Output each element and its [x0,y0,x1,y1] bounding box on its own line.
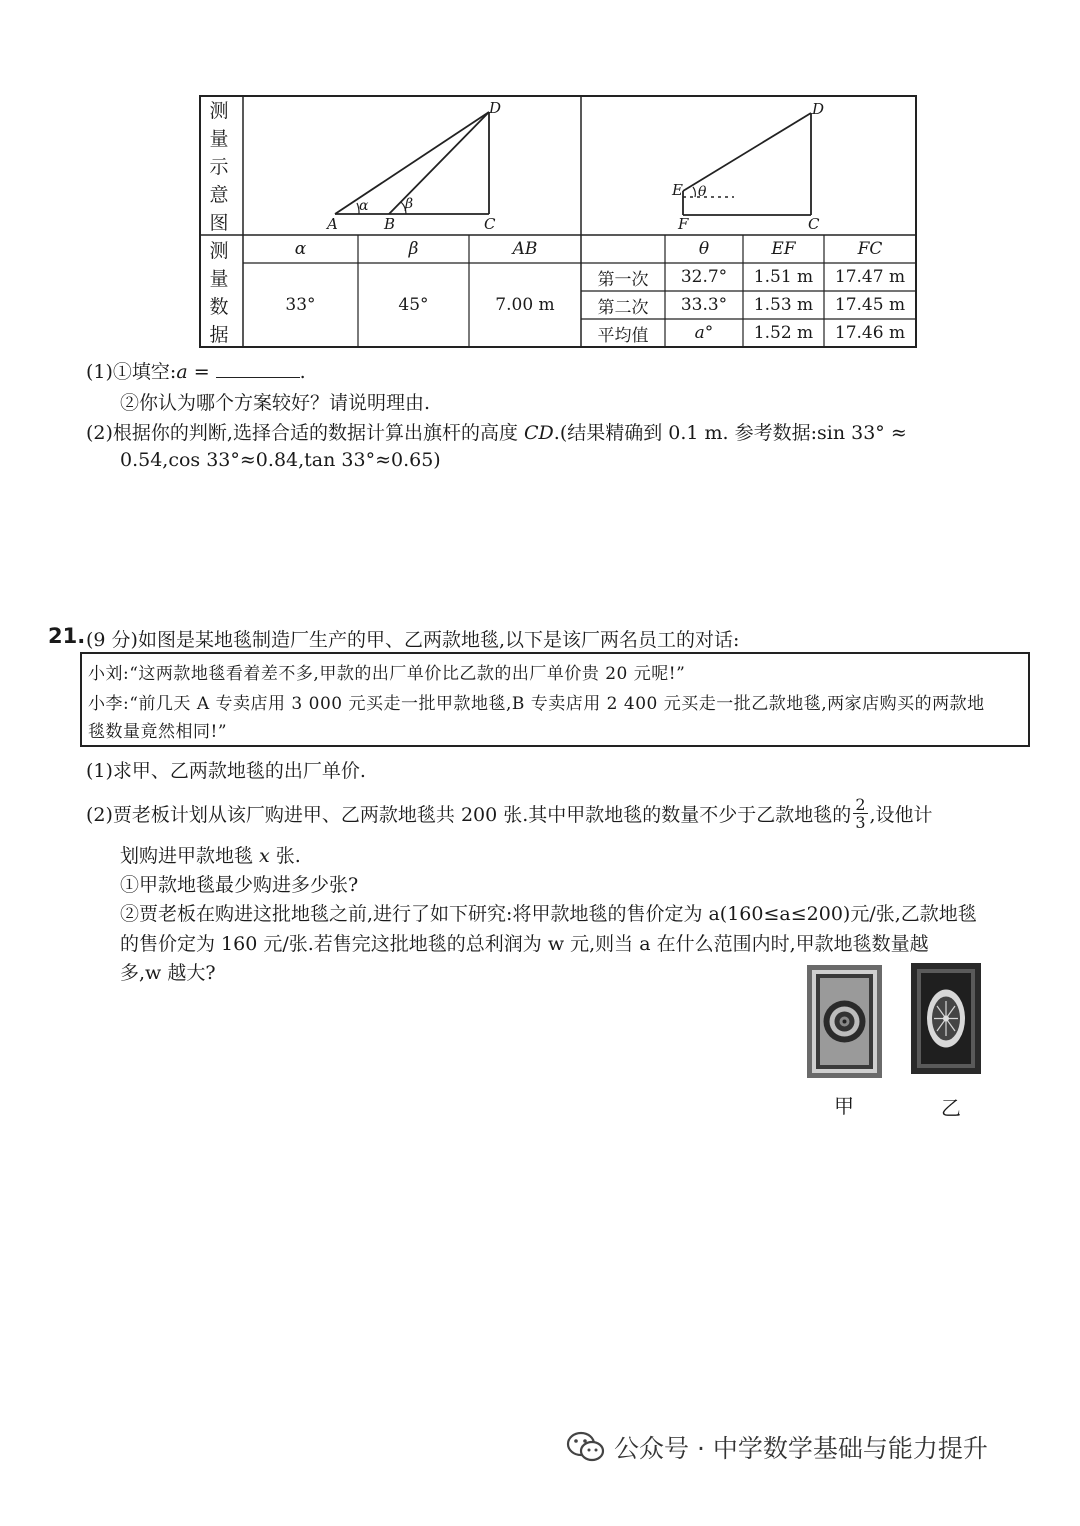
carpet-label-yi: 乙 [941,1096,961,1120]
q21-var-x: x [259,845,270,867]
row1-ef: 1.51 m [753,267,814,287]
q20-part2-line1 [86,418,907,445]
q20-var-a: a [176,361,188,383]
q21-p2l2-text-b: 张. [269,845,301,867]
fraction-two-thirds [853,796,867,831]
angle-beta: β [405,196,414,212]
value-alpha: 33° [285,295,316,315]
q21-number: 21. [48,624,86,648]
dialog-box [80,652,1030,747]
q20-part1b: ②你认为哪个方案较好？请说明理由. [120,392,431,414]
point-a: A [327,215,338,233]
wechat-icon [566,1430,606,1464]
header-alpha: α [294,239,307,259]
q21-part1: (1)求甲、乙两款地毯的出厂单价. [86,760,366,782]
row-label-2: 第二次 [597,297,649,318]
point-d-2: D [812,100,825,118]
row2-theta: 33.3° [680,295,728,315]
q20-p2-text-a: (2)根据你的判断,选择合适的数据计算出旗杆的高度 [86,422,524,444]
header-ab: AB [512,239,538,259]
value-beta: 45° [398,295,429,315]
dialog-line-3: 毯数量竟然相同!” [88,722,228,742]
row1-theta: 32.7° [680,267,728,287]
carpet-jia-image [807,965,882,1078]
row-label-1: 第一次 [597,269,649,290]
q20-var-cd: CD [524,422,554,444]
watermark [566,1429,988,1465]
q21-part2-line2 [120,841,301,868]
q20-eq: = [187,361,216,383]
row-label-3: 平均值 [597,325,649,346]
header-theta: θ [698,239,710,259]
q21-p2-text-b: ,设他计 [869,804,933,826]
row3-theta: a° [694,323,714,343]
q21-p2-text-a: (2)贾老板计划从该厂购进甲、乙两款地毯共 200 张.其中甲款地毯的数量不少于乙款地毯的 [86,804,852,826]
angle-theta: θ [698,184,707,200]
carpet-label-jia: 甲 [834,1094,854,1118]
header-ef: EF [771,239,796,259]
row3-fc: 17.46 m [834,323,906,343]
q21-part2-line1 [86,796,933,831]
row3-ef: 1.52 m [753,323,814,343]
watermark-text: 公众号 · 中学数学基础与能力提升 [614,1434,988,1463]
point-d-1: D [489,99,502,117]
q21-part2-sub2-line3: 多,w 越大? [120,962,216,984]
measurement-table [199,95,917,348]
point-b: B [384,215,396,233]
q21-p2l2-text-a: 划购进甲款地毯 [120,845,260,867]
label-data-column: 测 量 数 据 [209,240,229,346]
point-f: F [678,215,689,233]
carpet-yi-image [911,963,981,1074]
q20-part1-prefix: (1)①填空: [86,361,177,383]
label-diagram-column: 测 量 示 意 图 [209,100,229,234]
angle-alpha: α [359,198,369,214]
header-fc: FC [857,239,883,259]
fraction-numerator: 2 [855,795,866,814]
q21-part2-sub2-line2: 的售价定为 160 元/张.若售完这批地毯的总利润为 w 元,则当 a 在什么范围内时,甲款地毯数量越 [120,933,929,955]
answer-blank [216,359,300,378]
q20-part1 [86,357,306,384]
q21-intro: (9 分)如图是某地毯制造厂生产的甲、乙两款地毯,以下是该厂两名员工的对话: [86,629,740,651]
header-beta: β [408,239,419,259]
q20-end: . [299,361,306,383]
point-c-1: C [484,215,496,233]
dialog-line-2: 小李:“前几天 A 专卖店用 3 000 元买走一批甲款地毯,B 专卖店用 2 400 元买走一批乙款地毯,两家店购买的两款地 [88,694,985,714]
dialog-line-1: 小刘:“这两款地毯看着差不多,甲款的出厂单价比乙款的出厂单价贵 20 元呢!” [88,664,686,684]
q21-part2-sub2-line1: ②贾老板在购进这批地毯之前,进行了如下研究:将甲款地毯的售价定为 a(160≤a≤200)元/张,乙款地毯 [120,903,977,925]
row2-fc: 17.45 m [834,295,906,315]
point-e: E [672,181,683,199]
value-ab: 7.00 m [495,295,555,315]
q21-part2-sub1: ①甲款地毯最少购进多少张? [120,874,359,896]
point-c-2: C [808,215,820,233]
q20-part2-line2: 0.54,cos 33°≈0.84,tan 33°≈0.65) [120,449,441,471]
fraction-denominator: 3 [855,813,866,832]
q20-p2-text-b: .(结果精确到 0.1 m. 参考数据:sin 33° ≈ [553,422,907,444]
row2-ef: 1.53 m [753,295,814,315]
row1-fc: 17.47 m [834,267,906,287]
